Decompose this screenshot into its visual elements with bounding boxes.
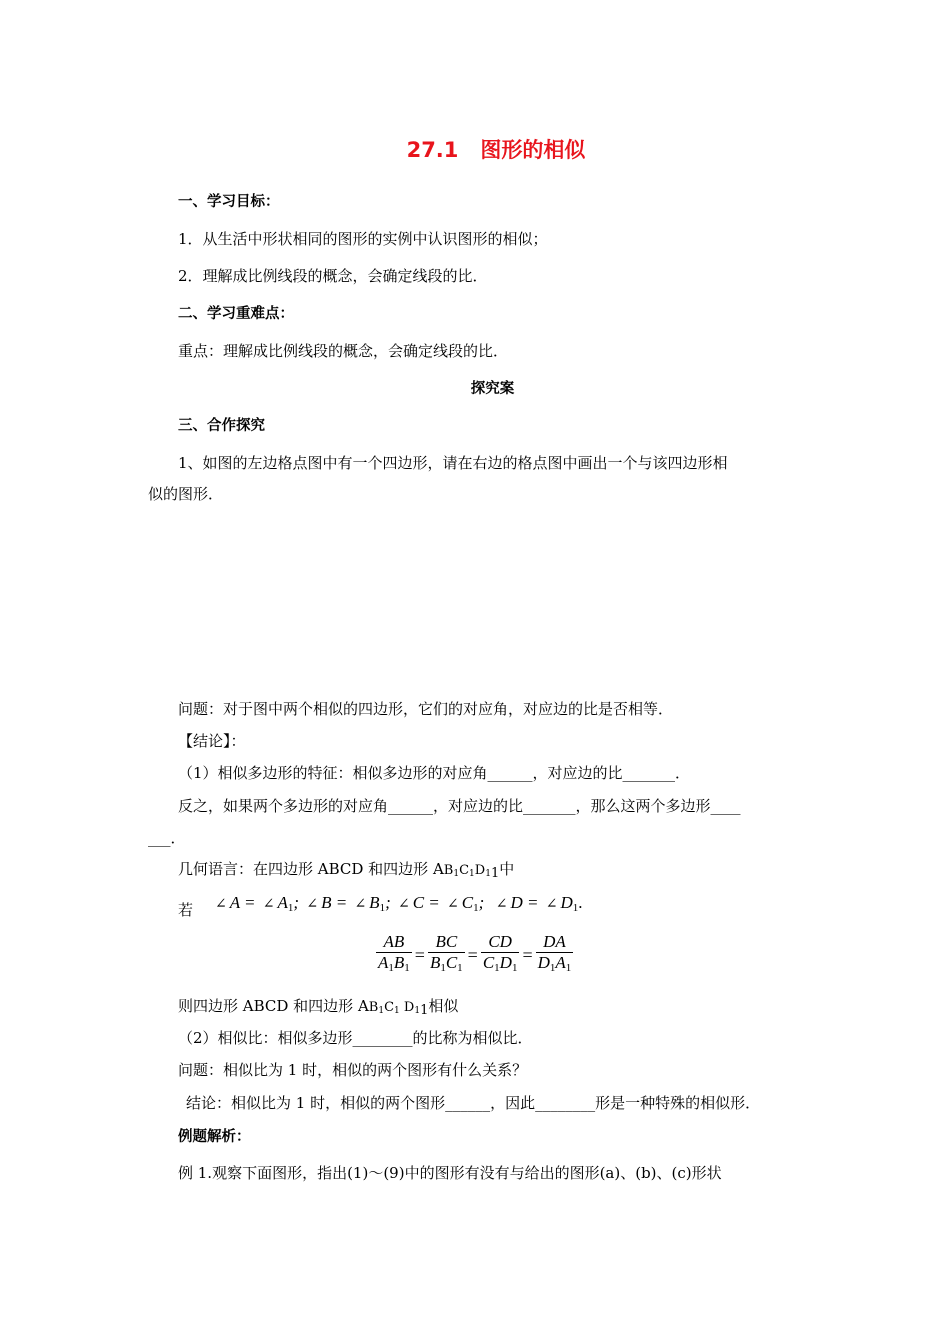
section-heading-cooperate: 三、合作探究	[178, 418, 265, 434]
conclusion-item-2: （2）相似比：相似多边形________的比称为相似比．	[178, 1029, 533, 1047]
conclusion-item-1: （1）相似多边形的特征：相似多边形的对应角______，对应边的比_______．	[178, 764, 691, 782]
example-heading: 例题解析：	[178, 1129, 251, 1145]
page-title	[0, 140, 950, 160]
example-1-text: 例 1.观察下面图形，指出(1)～(9)中的图形有没有与给出的图形(a)、(b)、(c)形状	[178, 1164, 722, 1182]
geometry-language: 几何语言：在四边形 ABCD 和四边形 AB1C1D11中	[178, 860, 515, 881]
then-similar: 则四边形 ABCD 和四边形 AB1C1 D11相似	[178, 997, 459, 1018]
angle-equalities: ∠ A = ∠ $A_1$; ∠ B = ∠ $B_1$; ∠ C = ∠ $C_1$; ∠ D = ∠ $D_1$.	[215, 893, 583, 914]
fraction-ab: $\frac{AB}{A_1B_1}$	[376, 932, 412, 978]
title-number: 27.1	[406, 138, 459, 162]
question-text-1: 问题：对于图中两个相似的四边形，它们的对应角，对应边的比是否相等．	[178, 700, 674, 718]
then-prefix: 则四边形 ABCD 和四边形 A	[178, 997, 369, 1015]
explore-heading: 探究案	[470, 381, 515, 397]
geometry-language-prefix: 几何语言：在四边形 ABCD 和四边形 A	[178, 860, 444, 878]
question-1-line-2: 似的图形．	[148, 485, 224, 503]
if-label: 若	[178, 901, 194, 919]
conclusion-label: 【结论】：	[178, 732, 246, 750]
title-text: 图形的相似	[480, 138, 586, 162]
objective-item-1: 1．从生活中形状相同的图形的实例中认识图形的相似；	[178, 230, 548, 248]
fraction-cd: $\frac{CD}{C_1D_1}$	[481, 932, 520, 978]
objective-item-2: 2．理解成比例线段的概念，会确定线段的比．	[178, 267, 488, 285]
conclusion-converse-line-2: ___．	[148, 829, 186, 847]
keypoint-text: 重点：理解成比例线段的概念，会确定线段的比．	[178, 342, 509, 360]
section-heading-objectives: 一、学习目标：	[178, 194, 280, 210]
fraction-da: $\frac{DA}{D_1A_1}$	[536, 932, 574, 978]
geometry-language-suffix: 中	[499, 860, 515, 878]
question-text-2: 问题：相似比为 1 时，相似的两个图形有什么关系？	[178, 1061, 528, 1079]
ratio-equation: $\frac{AB}{A_1B_1}$ = $\frac{BC}{B_1C_1}$ = $\frac{CD}{C_1D_1}$ = $\frac{DA}{D_1A_1}$	[376, 932, 573, 978]
conclusion-converse-line-1: 反之，如果两个多边形的对应角______，对应边的比_______，那么这两个多边形____	[178, 797, 741, 815]
section-heading-keypoints: 二、学习重难点：	[178, 306, 294, 322]
fraction-bc: $\frac{BC}{B_1C_1}$	[428, 932, 465, 978]
then-suffix: 相似	[428, 997, 459, 1015]
question-1-line-1: 1、如图的左边格点图中有一个四边形，请在右边的格点图中画出一个与该四边形相	[178, 454, 728, 472]
conclusion-text-2: 结论：相似比为 1 时，相似的两个图形______，因此________形是一种特殊的相似形．	[186, 1094, 761, 1112]
